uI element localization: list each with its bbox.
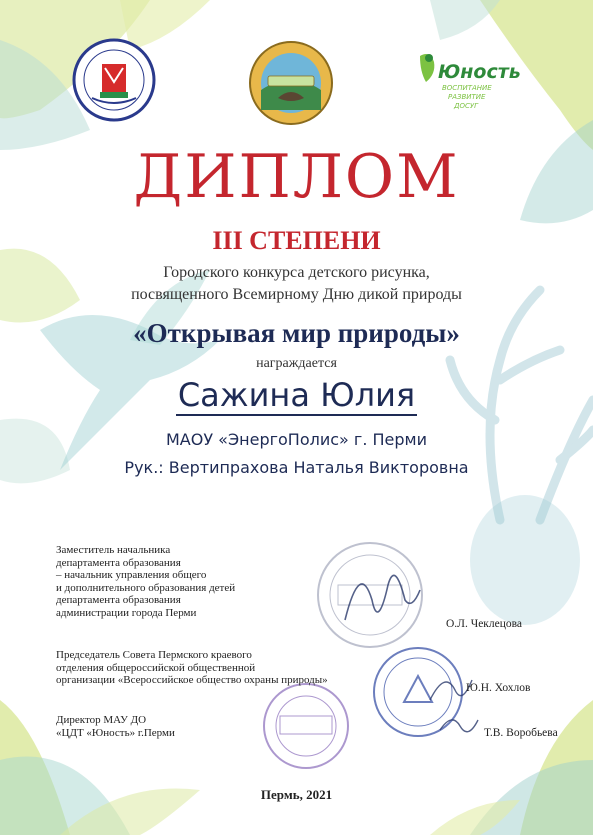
signature-cheklecova (345, 575, 420, 620)
vooop-stamp (374, 648, 462, 736)
svg-text:ВОСПИТАНИЕ: ВОСПИТАНИЕ (442, 84, 492, 92)
diploma-title: ДИПЛОМ (133, 142, 460, 212)
contest-description-line2: посвященного Всемирному Дню дикой природы (131, 286, 462, 303)
svg-text:РАЗВИТИЕ: РАЗВИТИЕ (448, 93, 486, 101)
school-name: МАОУ «ЭнергоПолис» г. Перми (166, 430, 427, 449)
signatory-2-title: Председатель Совета Пермского краевого отделения общероссийской общественной организации «Всероссийское общество охраны природы» (56, 649, 328, 686)
contest-title: «Открывая мир природы» (133, 318, 460, 348)
signatory-3-title: Директор МАУ ДО «ЦДТ «Юность» г.Перми (56, 714, 175, 739)
signatory-1-title: Заместитель начальника департамента образования – начальник управления общего и дополнительного образования детей департамента образования администрации города Перми (56, 544, 236, 619)
supervisor-name: Рук.: Вертипрахова Наталья Викторовна (124, 458, 469, 477)
place-and-year: Пермь, 2021 (260, 787, 333, 802)
yunost-wordmark: Юность (438, 61, 521, 83)
yunost-stamp (264, 684, 348, 768)
signatory-2-name: Ю.Н. Хохлов (466, 682, 531, 694)
recipient-name-text: Сажина Юлия (177, 376, 416, 414)
awarded-label: награждается (256, 356, 337, 371)
signatory-3-name: Т.В. Воробьева (484, 727, 558, 739)
contest-description-line1: Городского конкурса детского рисунка, (163, 264, 430, 281)
signatory-1-name: О.Л. Чеклецова (446, 618, 523, 630)
diploma-degree: III СТЕПЕНИ (212, 226, 381, 255)
svg-text:ДОСУГ: ДОСУГ (454, 102, 479, 110)
